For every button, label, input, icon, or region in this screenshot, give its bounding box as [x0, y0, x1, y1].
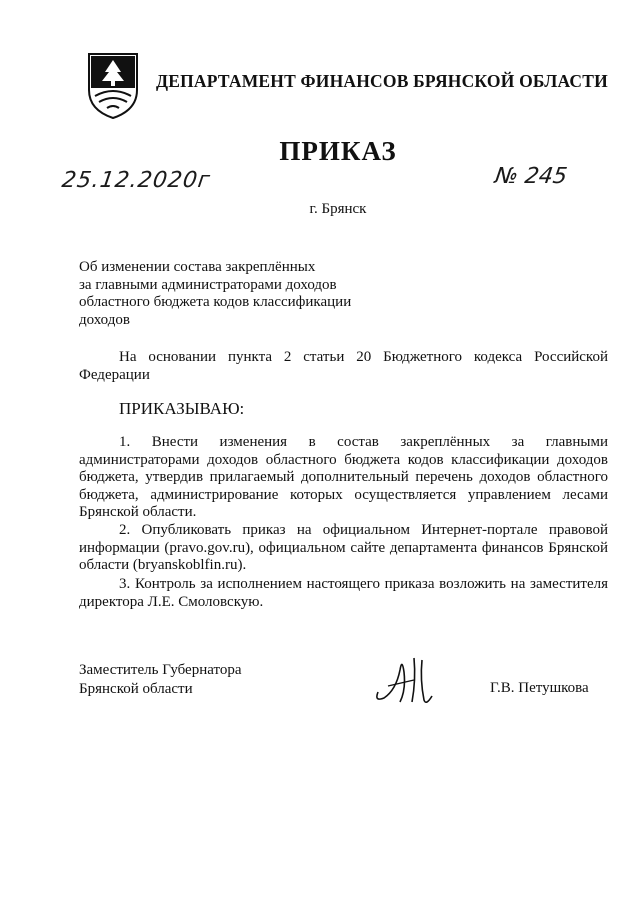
order-number: № 245 — [493, 164, 569, 189]
basis-paragraph: На основании пункта 2 статьи 20 Бюджетного кодекса Российской Федерации — [79, 349, 608, 383]
subject-line: за главными администраторами доходов — [79, 276, 337, 293]
handwritten-signature — [370, 650, 440, 710]
signer-position — [79, 661, 242, 699]
department-title: ДЕПАРТАМЕНТ ФИНАНСОВ БРЯНСКОЙ ОБЛАСТИ — [156, 71, 608, 91]
coat-of-arms-emblem — [85, 50, 141, 120]
order-item-2: 2. Опубликовать приказ на официальном Интернет-портале правовой информации (pravo.gov.ru), официальном сайте департамента финансов Брянской области (bryanskoblfin.ru). — [79, 522, 608, 573]
order-title: ПРИКАЗ — [279, 136, 397, 166]
subject-line: Об изменении состава закреплённых — [79, 259, 316, 275]
order-subject — [79, 259, 351, 329]
subject-line: доходов — [79, 311, 130, 328]
city-label: г. Брянск — [309, 201, 367, 217]
order-directive-word: ПРИКАЗЫВАЮ: — [119, 399, 245, 418]
subject-line: областного бюджета кодов классификации — [79, 294, 352, 310]
order-date: 25.12.2020г — [60, 168, 213, 193]
signer-position-line: Брянской области — [79, 681, 193, 697]
signer-name: Г.В. Петушкова — [490, 680, 589, 696]
order-item-3: 3. Контроль за исполнением настоящего приказа возложить на заместителя директора Л.Е. Смоловскую. — [79, 576, 608, 610]
order-item-1: 1. Внести изменения в состав закреплённых за главными администраторами доходов областного бюджета кодов классификации доходов бюджета, утвердив прилагаемый дополнительный перечень доходов областного бюджета, администрирование которых осуществляется управлением лесами Брянской области. — [79, 434, 608, 520]
signer-position-line: Заместитель Губернатора — [79, 662, 242, 678]
